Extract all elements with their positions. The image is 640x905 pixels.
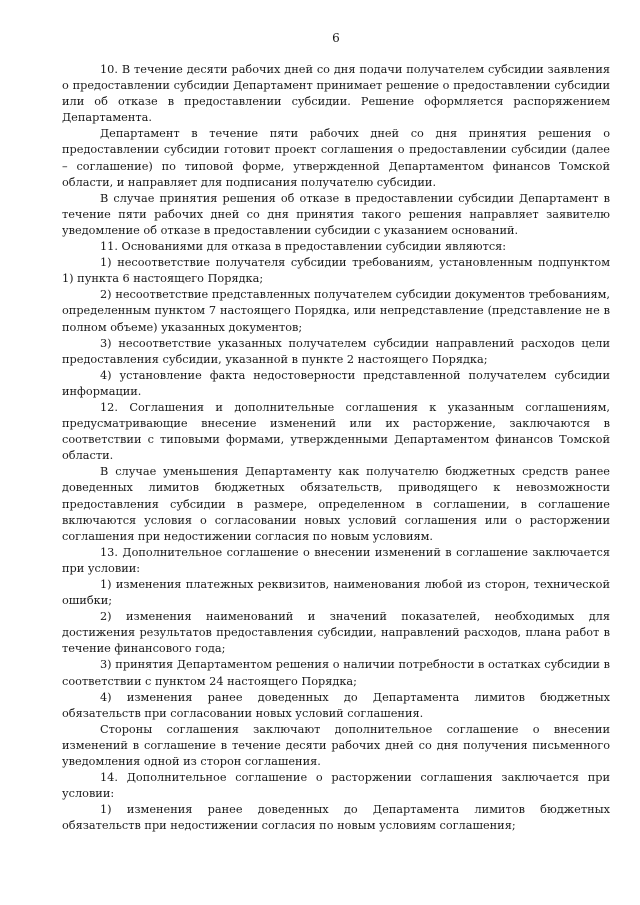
paragraph-13: 13. Дополнительное соглашение о внесении изменений в соглашение заключается при условии: [62, 545, 610, 575]
document-body [62, 62, 610, 835]
paragraph-11: 11. Основаниями для отказа в предоставлении субсидии являются: [100, 240, 507, 254]
paragraph-12-limits: В случае уменьшения Департаменту как получателю бюджетных средств ранее доведенных лимитов бюджетных обязательств, приводящего к невозможности предоставления субсидии в размере, определенном в соглашении, в соглашение включаются условия о согласовании новых условий соглашения или о расторжении соглашения при недостижении согласия по новым условиям. [62, 465, 610, 543]
list-item-13-3: 3) принятия Департаментом решения о наличии потребности в остатках субсидии в соответствии с пунктом 24 настоящего Порядка; [62, 658, 610, 688]
paragraph-13-parties: Стороны соглашения заключают дополнительное соглашение о внесении изменений в соглашение в течение десяти рабочих дней со дня получения письменного уведомления одной из сторон соглашения. [62, 722, 610, 769]
list-item-13-4: 4) изменения ранее доведенных до Департамента лимитов бюджетных обязательств при согласовании новых условий соглашения. [62, 690, 610, 720]
list-item-11-1: 1) несоответствие получателя субсидии требованиям, установленным подпунктом 1) пункта 6 настоящего Порядка; [62, 256, 610, 286]
list-item-13-2: 2) изменения наименований и значений показателей, необходимых для достижения результатов предоставления субсидии, направлений расходов, плана работ в течение финансового года; [62, 610, 610, 656]
paragraph-10-draft-agreement: Департамент в течение пяти рабочих дней со дня принятия решения о предоставлении субсидии готовит проект соглашения о предоставлении субсидии (далее – соглашение) по типовой форме, утвержденной Департаментом финансов Томской области, и направляет для подписания получателю субсидии. [62, 127, 610, 189]
list-item-11-2: 2) несоответствие представленных получателем субсидии документов требованиям, определенным пунктом 7 настоящего Порядка, или непредставление (представление не в полном объеме) указанных документов; [62, 288, 610, 334]
list-item-11-3: 3) несоответствие указанных получателем субсидии направлений расходов цели предоставления субсидии, указанной в пункте 2 настоящего Порядка; [62, 336, 610, 366]
paragraph-10-refusal-notice: В случае принятия решения об отказе в предоставлении субсидии Департамент в течение пяти рабочих дней со дня принятия такого решения направляет заявителю уведомление об отказе в предоставлении субсидии с указанием оснований. [62, 191, 610, 237]
list-item-13-1: 1) изменения платежных реквизитов, наименования любой из сторон, технической ошибки; [62, 578, 610, 608]
list-item-11-4: 4) установление факта недостоверности представленной получателем субсидии информации. [62, 368, 610, 398]
paragraph-14: 14. Дополнительное соглашение о расторжении соглашения заключается при условии: [62, 771, 610, 801]
list-item-14-1: 1) изменения ранее доведенных до Департамента лимитов бюджетных обязательств при недостижении согласия по новым условиям соглашения; [62, 803, 610, 833]
paragraph-10: 10. В течение десяти рабочих дней со дня подачи получателем субсидии заявления о предоставлении субсидии Департамент принимает решение о предоставлении субсидии или об отказе в предоставлении субсидии. Решение оформляется распоряжением Департамента. [62, 63, 610, 125]
page-number: 6 [332, 31, 340, 45]
paragraph-12: 12. Соглашения и дополнительные соглашения к указанным соглашениям, предусматривающие внесение изменений или их расторжение, заключаются в соответствии с типовыми формами, утвержденными Департаментом финансов Томской области. [62, 400, 610, 463]
